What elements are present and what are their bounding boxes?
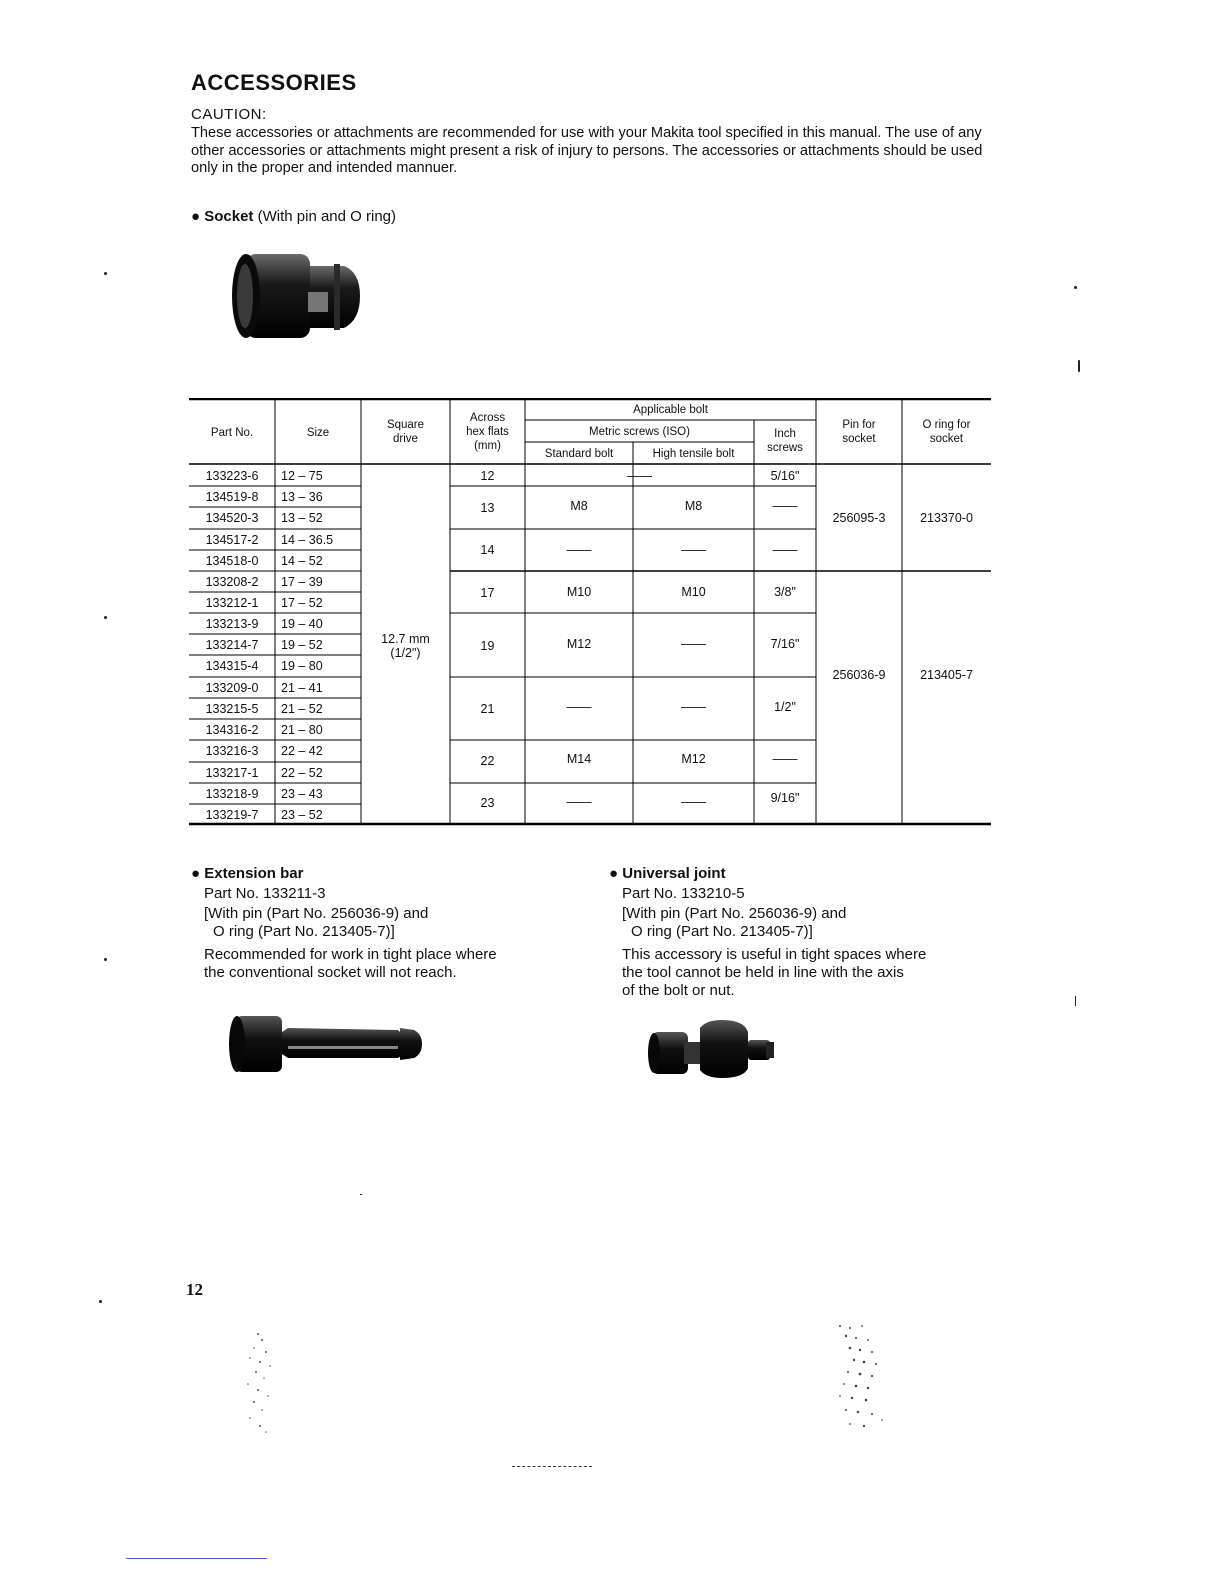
square-drive-mm: 12.7 mm (381, 632, 430, 646)
row-part: 133209-0 (205, 681, 259, 695)
group-standard: —— (566, 795, 592, 809)
header-high-tensile-bolt: High tensile bolt (652, 448, 735, 460)
universal-joint-desc1: This accessory is useful in tight spaces where (622, 946, 927, 963)
row-part: 133216-3 (205, 744, 259, 758)
header-oring-line2: socket (929, 433, 964, 445)
header-inch-line2: screws (767, 442, 803, 454)
group-across: 12 (480, 469, 495, 483)
row-part: 133219-7 (205, 808, 259, 822)
row-part: 133215-5 (205, 702, 259, 716)
row-part: 133217-1 (205, 766, 259, 780)
header-across (450, 411, 525, 453)
row-part: 133212-1 (205, 596, 259, 610)
scan-noise (810, 1320, 920, 1440)
row-size: 23 – 43 (281, 787, 323, 801)
row-part: 133213-9 (205, 617, 259, 631)
row-size: 21 – 52 (281, 702, 323, 716)
socket-note: (With pin and O ring) (257, 208, 396, 225)
group-standard: M14 (566, 752, 592, 766)
extension-bar-title: Extension bar (204, 865, 304, 882)
header-pin-line2: socket (842, 433, 876, 445)
row-size: 17 – 39 (281, 575, 323, 589)
header-oring-line1: O ring for (922, 419, 971, 431)
universal-joint-title: Universal joint (622, 865, 726, 882)
extension-bar-section (191, 864, 591, 982)
group-across: 19 (480, 639, 495, 653)
row-size: 22 – 52 (281, 766, 323, 780)
group-inch: —— (772, 543, 798, 557)
header-square-drive (361, 418, 450, 446)
page-number: 12 (186, 1280, 203, 1299)
row-size: 22 – 42 (281, 744, 323, 758)
universal-joint-with2: O ring (Part No. 213405-7)] (631, 923, 813, 940)
group-standard: M10 (566, 585, 592, 599)
group-inch: 3/8" (774, 585, 796, 599)
row-part: 134517-2 (205, 533, 259, 547)
row-size: 21 – 80 (281, 723, 323, 737)
header-inch (754, 427, 816, 455)
caution-label: CAUTION: (191, 106, 267, 123)
group-inch: 5/16" (770, 469, 800, 483)
header-part-no: Part No. (210, 427, 254, 439)
group-across: 13 (480, 501, 495, 515)
scan-speck (1078, 360, 1080, 372)
header-applicable-bolt: Applicable bolt (633, 404, 708, 416)
header-oring (902, 418, 991, 446)
universal-joint-desc2: the tool cannot be held in line with the axis (622, 964, 904, 981)
row-part: 133208-2 (205, 575, 259, 589)
header-square-drive-line1: Square (386, 419, 425, 431)
group-high: —— (681, 543, 706, 557)
scan-noise (236, 1328, 296, 1438)
scan-speck (99, 1300, 102, 1303)
group-inch: —— (772, 499, 798, 513)
universal-joint-section (609, 864, 1009, 1000)
extension-bar-with1: [With pin (Part No. 256036-9) and (204, 905, 429, 922)
group-across: 17 (480, 586, 495, 600)
scan-speck (1075, 996, 1076, 1006)
header-standard-bolt: Standard bolt (544, 448, 614, 460)
group-high: —— (681, 637, 706, 651)
bottom-edge-line (126, 1558, 267, 1559)
socket-heading (191, 208, 396, 225)
bullet-icon: ● (609, 865, 619, 882)
header-across-line1: Across (469, 412, 506, 424)
group-across: 14 (480, 543, 495, 557)
header-metric: Metric screws (ISO) (589, 426, 690, 438)
socket-name: Socket (204, 208, 254, 225)
row-size: 19 – 52 (281, 638, 323, 652)
extension-bar-part: Part No. 133211-3 (204, 885, 326, 902)
row-part: 134518-0 (205, 554, 259, 568)
group-high: M8 (684, 499, 703, 513)
extension-bar-with2: O ring (Part No. 213405-7)] (213, 923, 395, 940)
group-high: M12 (681, 752, 706, 766)
scan-speck (1074, 286, 1077, 289)
page-title: ACCESSORIES (191, 70, 357, 95)
row-size: 13 – 52 (281, 511, 323, 525)
universal-joint-desc3: of the bolt or nut. (622, 982, 735, 999)
row-part: 134520-3 (205, 511, 259, 525)
row-part: 133218-9 (205, 787, 259, 801)
header-across-line3: (mm) (474, 440, 501, 452)
pin-group: 256036-9 (832, 668, 886, 682)
header-size: Size (306, 427, 330, 439)
extension-bar-image (228, 1012, 424, 1076)
square-drive-value (361, 632, 450, 660)
group-across: 22 (480, 754, 495, 768)
scan-dash (512, 1466, 592, 1468)
group-inch: 7/16" (770, 637, 800, 651)
row-part: 133214-7 (205, 638, 259, 652)
scan-speck (104, 272, 107, 275)
row-size: 14 – 36.5 (281, 533, 334, 547)
row-part: 134519-8 (205, 490, 259, 504)
oring-group: 213405-7 (920, 668, 973, 682)
header-inch-line1: Inch (774, 428, 796, 440)
row-part: 134316-2 (205, 723, 259, 737)
row-size: 17 – 52 (281, 596, 323, 610)
row-size: 21 – 41 (281, 681, 323, 695)
group-inch: 9/16" (770, 791, 800, 805)
row-size: 12 – 75 (281, 469, 323, 483)
scan-speck (360, 1194, 362, 1195)
universal-joint-with1: [With pin (Part No. 256036-9) and (622, 905, 847, 922)
extension-bar-desc1: Recommended for work in tight place where (204, 946, 497, 963)
group-metric-merged: —— (627, 469, 652, 483)
socket-image (226, 248, 362, 344)
square-drive-inch: (1/2") (390, 646, 421, 660)
group-high: —— (681, 700, 706, 714)
extension-bar-desc2: the conventional socket will not reach. (204, 964, 457, 981)
header-across-line2: hex flats (466, 426, 509, 438)
group-standard: M12 (566, 637, 592, 651)
socket-table (189, 398, 991, 826)
row-size: 19 – 40 (281, 617, 323, 631)
scan-speck (104, 958, 107, 961)
group-across: 21 (480, 702, 495, 716)
group-standard: M8 (570, 499, 588, 513)
row-part: 134315-4 (205, 659, 259, 673)
group-standard: —— (566, 543, 592, 557)
group-across: 23 (480, 796, 495, 810)
header-pin (816, 418, 902, 446)
caution-text: These accessories or attachments are recommended for use with your Makita tool specified in this manual. The use of any other accessories or attachments might present a risk of injury to persons. The accessories or attachments should be used only in the proper and intended mannuer. (191, 125, 983, 176)
group-high: —— (681, 795, 706, 809)
group-inch: 1/2" (774, 700, 796, 714)
scan-speck (104, 616, 107, 619)
bullet-icon: ● (191, 865, 201, 882)
oring-group: 213370-0 (920, 511, 973, 525)
header-square-drive-line2: drive (393, 433, 418, 445)
pin-group: 256095-3 (832, 511, 886, 525)
row-size: 23 – 52 (281, 808, 323, 822)
group-inch: —— (772, 752, 798, 766)
row-part: 133223-6 (205, 469, 259, 483)
universal-joint-image (648, 1018, 778, 1082)
row-size: 13 – 36 (281, 490, 323, 504)
row-size: 14 – 52 (281, 554, 323, 568)
group-high: M10 (681, 585, 706, 599)
row-size: 19 – 80 (281, 659, 323, 673)
header-pin-line1: Pin for (842, 419, 876, 431)
group-standard: —— (566, 700, 592, 714)
bullet-icon: ● (191, 208, 201, 225)
universal-joint-part: Part No. 133210-5 (622, 885, 745, 902)
